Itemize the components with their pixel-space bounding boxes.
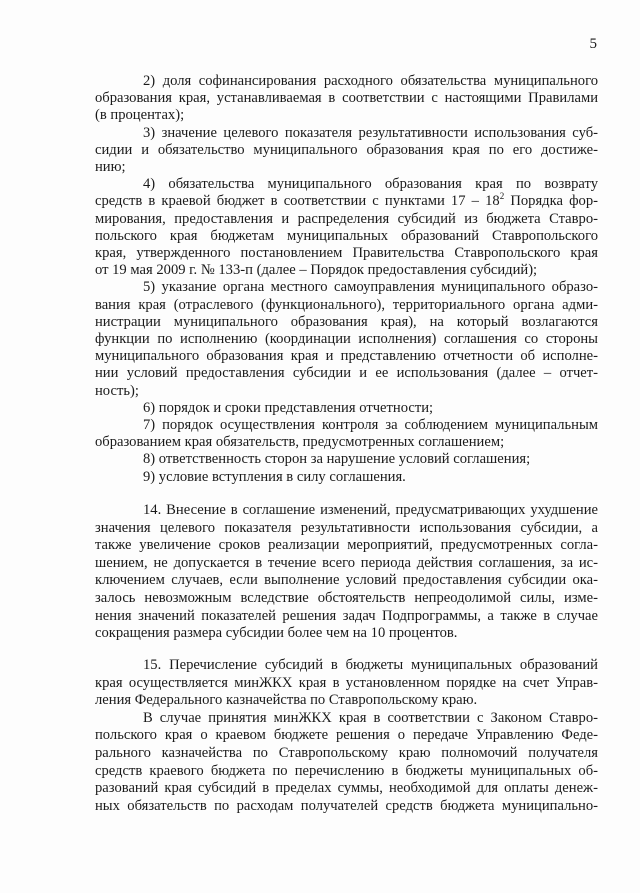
item-3-line-3: нию;: [95, 159, 126, 176]
item-5-line-5: муниципального образования края и представлению отчетности об исполне-: [95, 348, 598, 365]
para-15-line-1: 15. Перечисление субсидий в бюджеты муниципальных образований: [143, 657, 598, 673]
item-9-line-1: 9) условие вступления в силу соглашения.: [143, 468, 406, 485]
items-list: [95, 73, 598, 486]
para-14-line-2: значения целевого показателя результативности использования субсидии, а: [95, 519, 598, 536]
para-14-line-8: сокращения размера субсидии более чем на 10 процентов.: [95, 625, 458, 642]
item-5-line-7: ность);: [95, 382, 139, 399]
para-14-line-6: залось невозможным вследствие обстоятельств непреодолимой силы, изме-: [95, 589, 598, 606]
item-3-line-2: сидии и обязательство муниципального образования края по его достиже-: [95, 141, 598, 158]
item-5-line-6: нии условий предоставления субсидии и ее использования (далее – отчет-: [95, 365, 598, 382]
item-4-line-2: [95, 193, 598, 210]
para-15b-line-2: польского края о краевом бюджете решения о передаче Управлению Феде-: [95, 727, 598, 744]
item-5-line-4: функции по исполнению (координации исполнения) соглашения со стороны: [95, 331, 598, 348]
item-4-line-2-tail: Порядка фор-: [504, 193, 599, 210]
item-2-line-3: (в процентах);: [95, 107, 185, 124]
para-15b-line-6: ных обязательств по расходам получателей средств бюджета муниципально-: [95, 797, 598, 814]
item-7-line-2: образованием края обязательств, предусмотренных соглашением;: [95, 434, 505, 451]
item-7-line-1: 7) порядок осуществления контроля за соблюдением муниципальным: [143, 417, 598, 434]
para-15-line-3: ления Федерального казначейства по Ставропольскому краю.: [95, 692, 478, 709]
item-2-line-2: образования края, устанавливаемая в соответствии с настоящими Правилами: [95, 90, 598, 107]
item-5-line-3: нистрации муниципального образования края), на который возлагаются: [95, 313, 598, 330]
item-5-line-2: вания края (отраслевого (функционального), территориального органа адми-: [95, 296, 598, 313]
item-4-line-1: 4) обязательства муниципального образования края по возврату: [143, 176, 598, 193]
item-4-line-5: края, утвержденного постановлением Правительства Ставропольского края: [95, 245, 598, 262]
para-15b-line-4: средств краевого бюджета по перечислению в бюджеты муниципальных об-: [95, 762, 598, 779]
item-8-line-1: 8) ответственность сторон за нарушение условий соглашения;: [143, 451, 531, 468]
para-15b-line-1: В случае принятия минЖКХ края в соответствии с Законом Ставро-: [143, 709, 598, 726]
item-4-line-6: от 19 мая 2009 г. № 133-п (далее – Порядок предоставления субсидий);: [95, 262, 538, 279]
item-4-line-4: польского края бюджетам муниципальных образований Ставропольского: [95, 227, 598, 244]
item-6-line-1: 6) порядок и сроки представления отчетности;: [143, 399, 434, 416]
para-14-line-5: ключением случаев, если выполнение условий предоставления субсидии ока-: [95, 572, 598, 589]
item-4-line-2-text: средств в краевой бюджет в соответствии с пунктами 17 – 18: [95, 193, 500, 210]
item-3-line-1: 3) значение целевого показателя результативности использования суб-: [143, 124, 598, 141]
item-4-superscript: 2: [499, 191, 505, 202]
page-number: 5: [589, 36, 597, 52]
paragraph-14: [95, 502, 598, 643]
para-15-line-2: края осуществляется минЖКХ края в установленном порядке на счет Управ-: [95, 674, 598, 691]
item-5-line-1: 5) указание органа местного самоуправления муниципального образо-: [143, 279, 598, 296]
para-14-line-7: нения значений показателей решения задач Подпрограммы, а также в случае: [95, 607, 598, 624]
para-14-line-3: также увеличение сроков реализации мероприятий, предусмотренных согла-: [95, 537, 598, 554]
para-15b-line-3: рального казначейства по Ставропольскому краю полномочий получателя: [95, 744, 598, 761]
item-2-line-1: 2) доля софинансирования расходного обязательства муниципального: [143, 73, 598, 89]
item-4-line-3: мирования, предоставления и распределения субсидий из бюджета Ставро-: [95, 210, 598, 227]
para-14-line-1: 14. Внесение в соглашение изменений, предусматривающих ухудшение: [143, 502, 598, 518]
paragraph-15: [95, 657, 598, 815]
para-14-line-4: шением, не допускается в течение всего периода действия соглашения, за ис-: [95, 554, 598, 571]
para-15b-line-5: разований края субсидий в пределах суммы, необходимой для оплаты денеж-: [95, 780, 598, 797]
